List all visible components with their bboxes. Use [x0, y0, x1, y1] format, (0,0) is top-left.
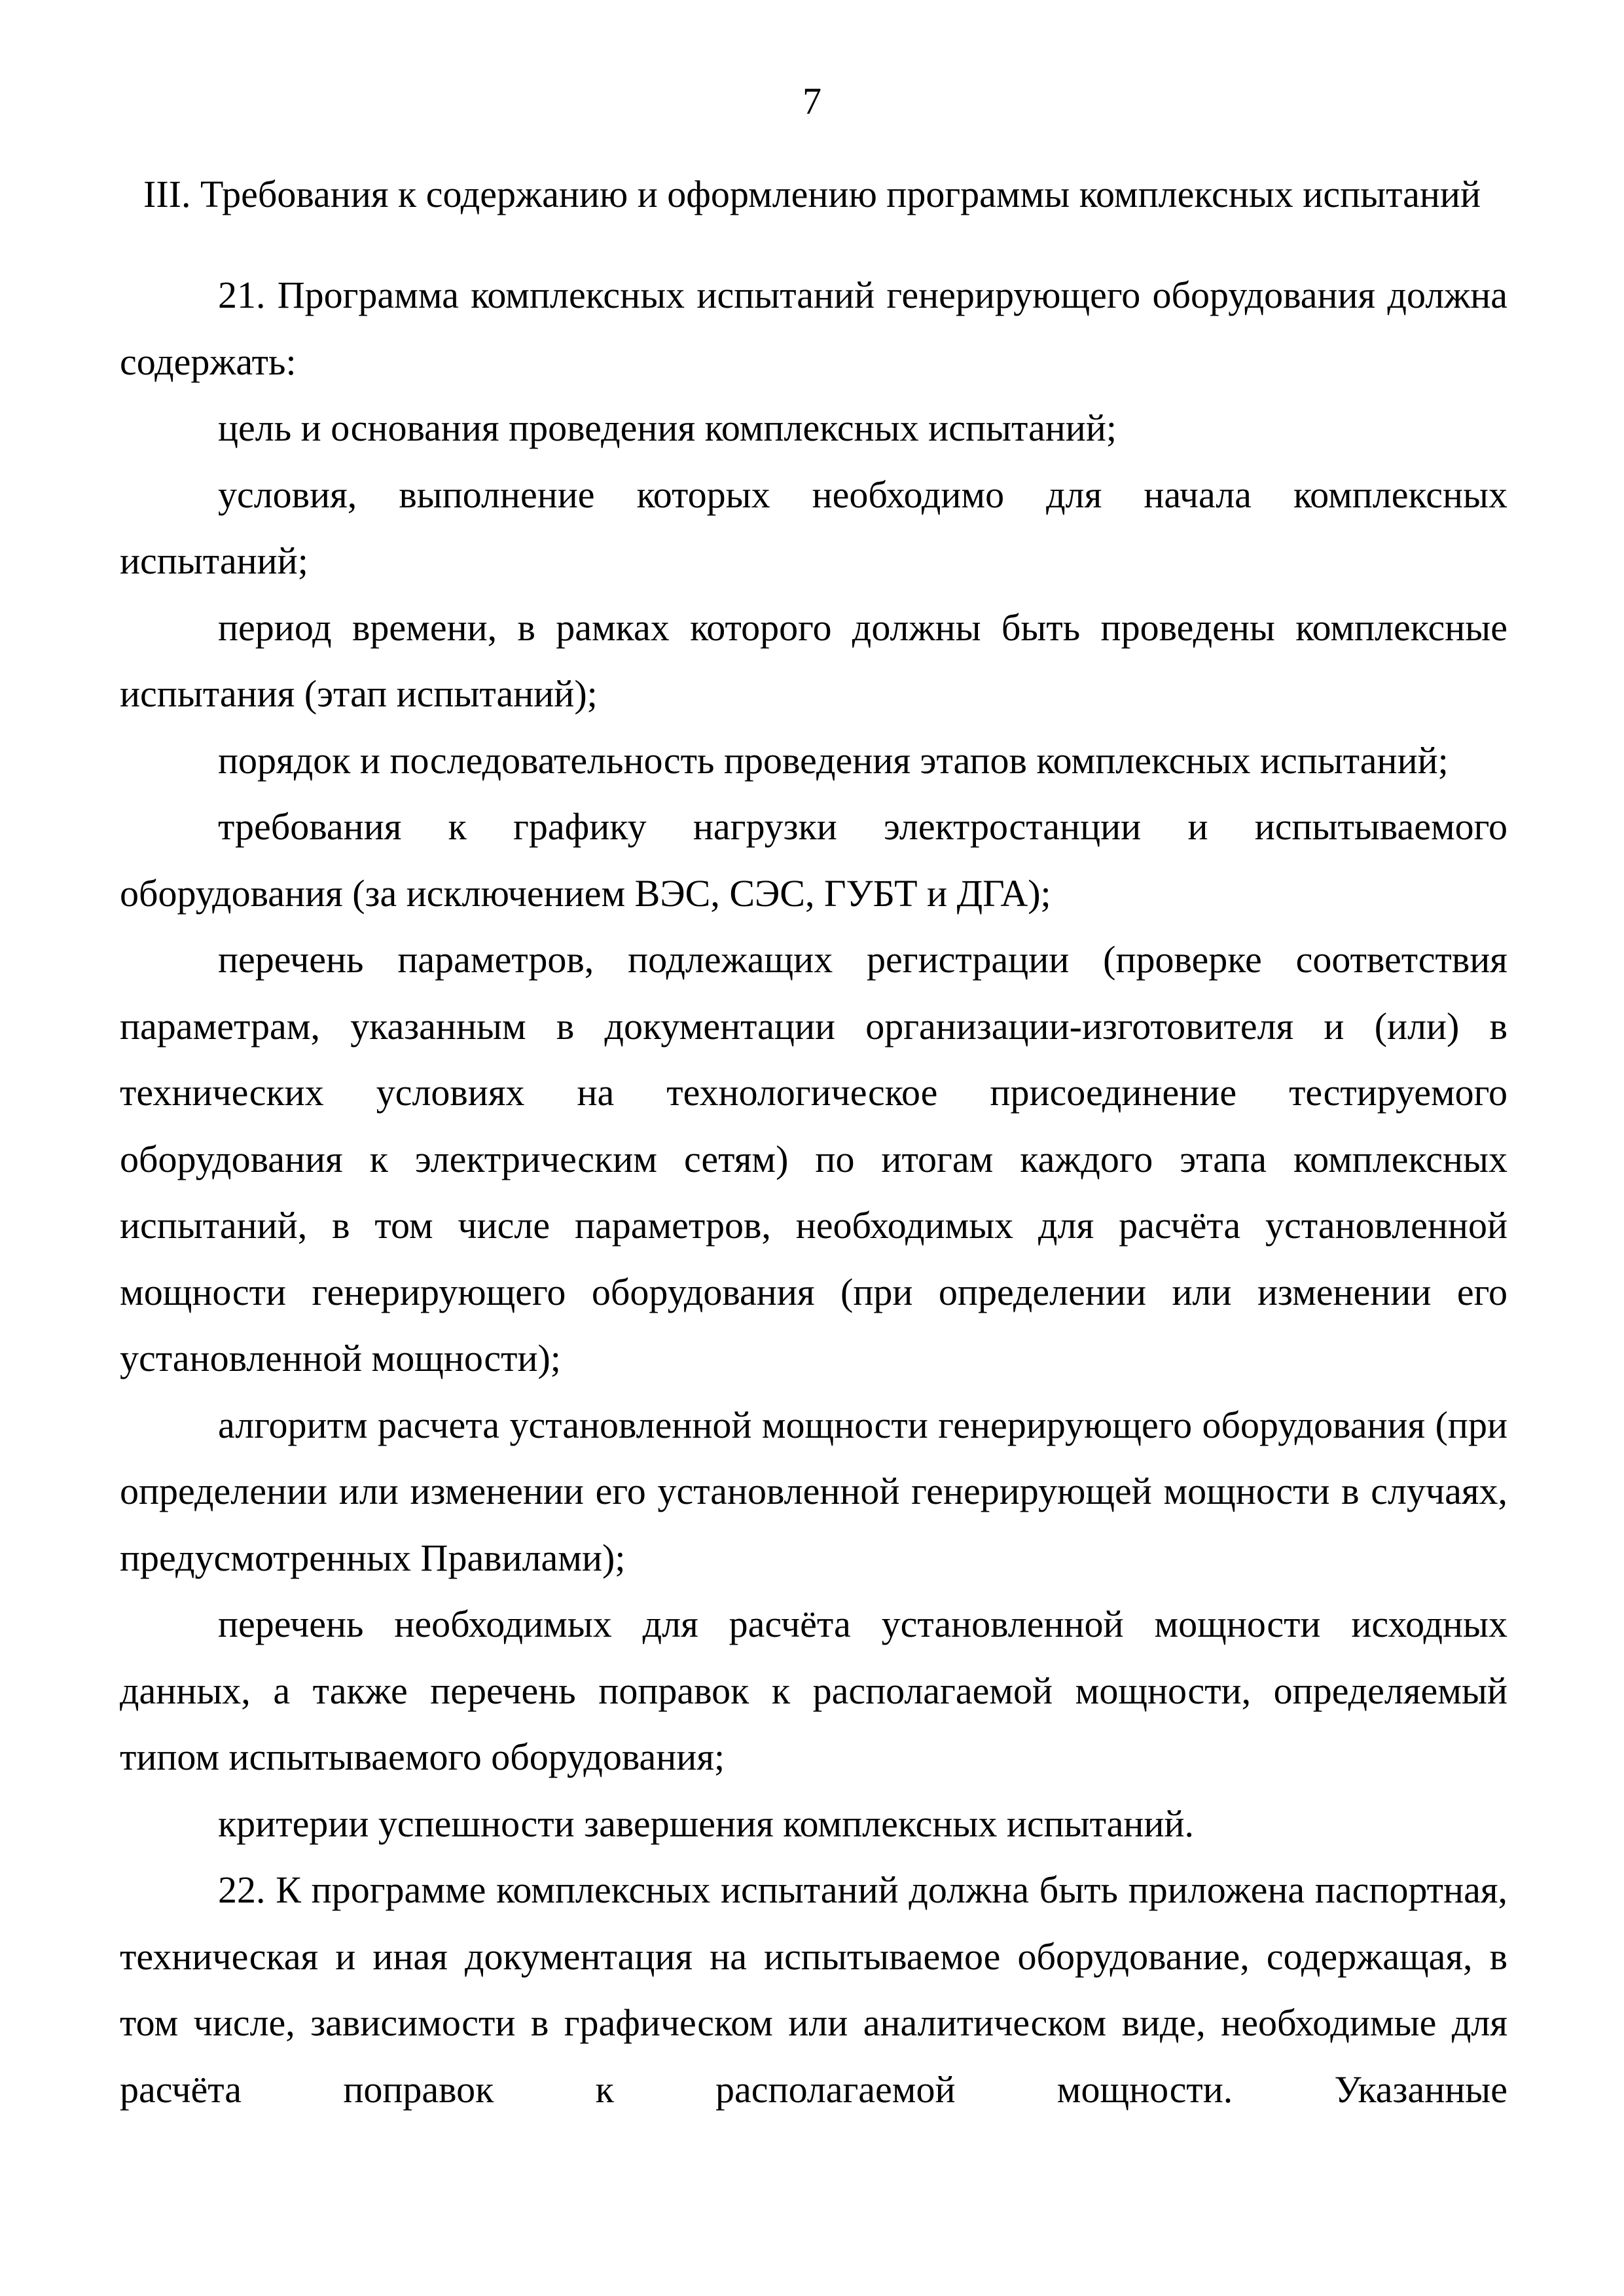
list-item-purpose: цель и основания проведения комплексных испытаний;	[218, 407, 1117, 449]
list-item-load-schedule: требования к графику нагрузки электростанции и испытываемого оборудования (за исключением ВЭС, СЭС, ГУБТ и ДГА);	[120, 805, 1507, 915]
list-item-parameters: перечень параметров, подлежащих регистрации (проверке соответствия параметрам, указанным в документации организации-изготовителя и (или) в технических условиях на технологическое присоединение тестируемого оборудования к электрическим сетям) по итогам каждого этапа комплексных испытаний, в том числе параметров, необходимых для расчёта установленной мощности генерирующего оборудования (при определении или изменении его установленной мощности);	[120, 938, 1507, 1379]
list-item-algorithm: алгоритм расчета установленной мощности генерирующего оборудования (при определении или изменении его установленной генерирующей мощности в случаях, предусмотренных Правилами);	[120, 1403, 1507, 1579]
page-number: 7	[803, 80, 821, 122]
list-item-time-period: период времени, в рамках которого должны быть проведены комплексные испытания (этап испытаний);	[120, 606, 1507, 715]
paragraph-22: 22. К программе комплексных испытаний должна быть приложена паспортная, техническая и иная документация на испытываемое оборудование, содержащая, в том числе, зависимости в графическом или аналитическом виде, необходимые для расчёта поправок к располагаемой мощности. Указанные	[120, 1868, 1507, 2111]
section-title: III. Требования к содержанию и оформлению программы комплексных испытаний	[143, 173, 1481, 215]
paragraph-21-intro: 21. Программа комплексных испытаний генерирующего оборудования должна содержать:	[120, 274, 1507, 383]
list-item-conditions: условия, выполнение которых необходимо для начала комплексных испытаний;	[120, 473, 1507, 582]
document-body	[120, 262, 1507, 2123]
list-item-input-data: перечень необходимых для расчёта установленной мощности исходных данных, а также перечень поправок к располагаемой мощности, определяемый типом испытываемого оборудования;	[120, 1603, 1507, 1778]
list-item-order: порядок и последовательность проведения этапов комплексных испытаний;	[218, 738, 1449, 782]
list-item-success-criteria: критерии успешности завершения комплексных испытаний.	[218, 1802, 1195, 1845]
